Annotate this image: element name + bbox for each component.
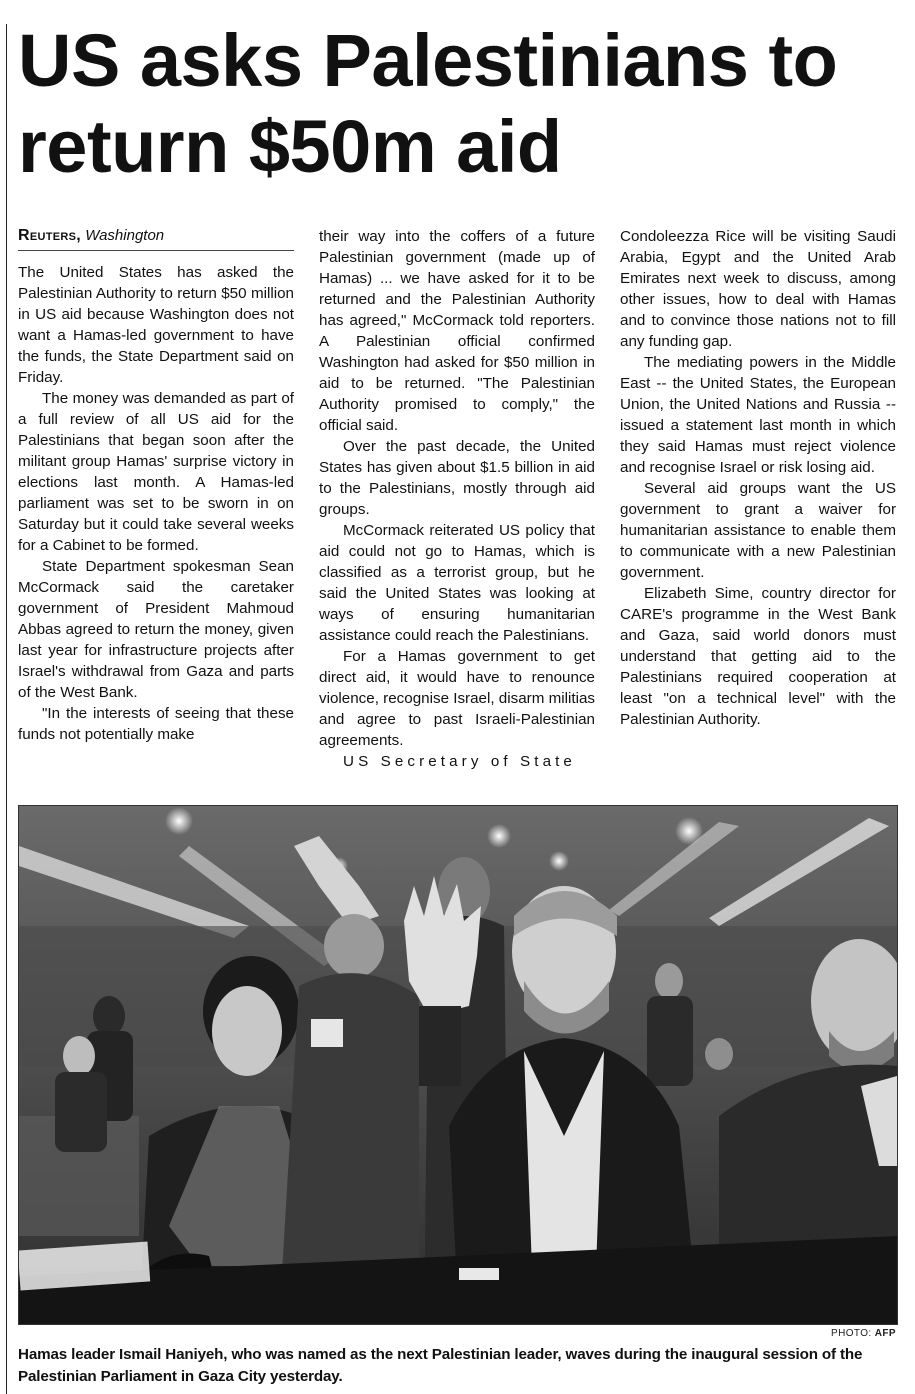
- news-photo: [18, 805, 898, 1325]
- headline: US asks Palestinians to return $50m aid: [18, 19, 838, 188]
- photo-credit: [831, 1328, 896, 1339]
- paragraph: "In the interests of seeing that these funds not potentially make: [18, 705, 294, 743]
- paragraph: State Department spokesman Sean McCormack said the caretaker government of President Mahmoud Abbas agreed to return the money, given last year for infrastructure projects after Israel's withdrawal from Gaza and parts of the West Bank.: [18, 558, 294, 701]
- paragraph: US Secretary of State: [343, 753, 576, 770]
- byline: [18, 226, 294, 251]
- paragraph: Elizabeth Sime, country director for CARE's programme in the West Bank and Gaza, said world donors must understand that getting aid to the Palestinians required cooperation at least "on a technical level" with the Palestinian Authority.: [620, 585, 896, 728]
- byline-agency: Reuters,: [18, 227, 82, 244]
- paragraph: McCormack reiterated US policy that aid could not go to Hamas, which is classified as a terrorist group, but he said the United States was looking at ways of ensuring humanitarian assistance could reach the Palestinians.: [319, 522, 595, 644]
- article-column-2: [319, 226, 595, 772]
- paragraph: Several aid groups want the US government to grant a waiver for humanitarian assistance to enable them to communicate with a new Palestinian government.: [620, 480, 896, 581]
- photo-credit-label: PHOTO:: [831, 1328, 872, 1339]
- photo-caption: Hamas leader Ismail Haniyeh, who was named as the next Palestinian leader, waves during the inaugural session of the Palestinian Parliament in Gaza City yesterday.: [18, 1346, 863, 1385]
- photo-credit-source: AFP: [874, 1328, 896, 1339]
- paragraph: Condoleezza Rice will be visiting Saudi Arabia, Egypt and the United Arab Emirates next week to discuss, among other issues, how to deal with Hamas and to convince those nations not to fill any funding gap.: [620, 228, 896, 350]
- paragraph: The mediating powers in the Middle East -- the United States, the European Union, the United Nations and Russia -- issued a statement last month in which they said Hamas must reject violence and recognise Israel or risk losing aid.: [620, 354, 896, 476]
- paragraph: The money was demanded as part of a full review of all US aid for the Palestinians that began soon after the militant group Hamas' surprise victory in elections last month. A Hamas-led parliament was set to be sworn in on Saturday but it could take several weeks for a Cabinet to be formed.: [18, 390, 294, 554]
- paragraph: The United States has asked the Palestinian Authority to return $50 million in US aid because Washington does not want a Hamas-led government to have the funds, the State Department said on Friday.: [18, 264, 294, 386]
- article-column-1: [18, 226, 294, 745]
- article-column-3: [620, 226, 896, 730]
- byline-location: Washington: [85, 227, 165, 244]
- paragraph: Over the past decade, the United States has given about $1.5 billion in aid to the Palestinians, mostly through aid groups.: [319, 438, 595, 518]
- paragraph: their way into the coffers of a future Palestinian government (made up of Hamas) ... we have asked for it to be returned and the Palestinian Authority has agreed," McCormack told reporters. A Palestinian official confirmed Washington had asked for $50 million in aid to be returned. "The Palestinian Authority promised to comply," the official said.: [319, 228, 595, 434]
- paragraph: For a Hamas government to get direct aid, it would have to renounce violence, recognise Israel, disarm militias and agree to past Israeli-Palestinian agreements.: [319, 648, 596, 749]
- page-left-rule: [6, 24, 7, 1394]
